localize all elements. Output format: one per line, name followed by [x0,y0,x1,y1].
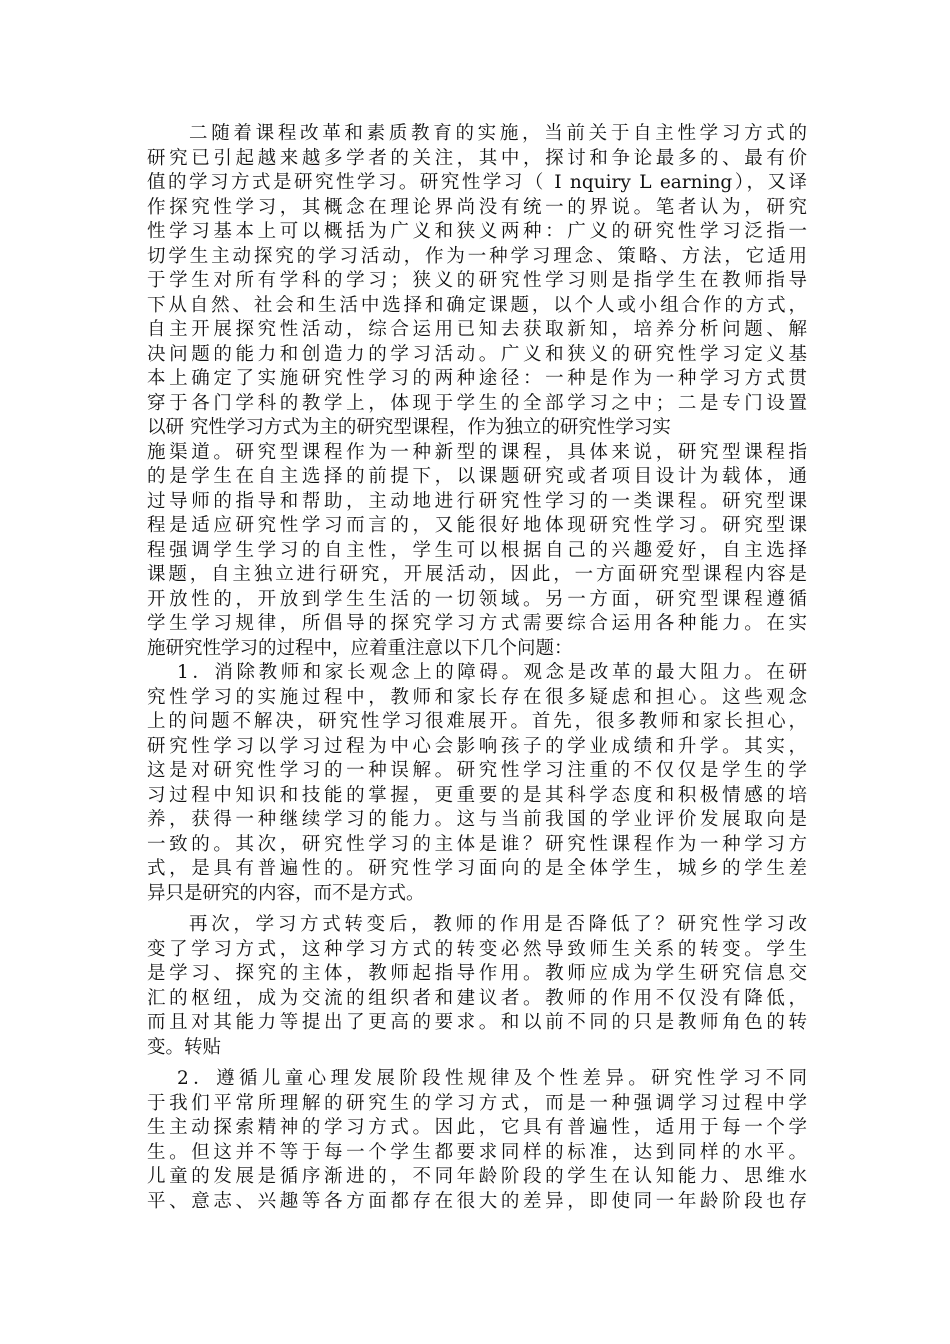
text-line: 学生学习规律，所倡导的探究学习方式需要综合运用各种能力。在实 [147,613,807,634]
paragraph-intro [147,122,807,661]
text-line: 性学习基本上可以概括为广义和狭义两种：广义的研究性学习泛指一 [147,221,807,242]
text-line: 是学习、探究的主体，教师起指导作用。教师应成为学生研究信息交 [147,963,807,984]
text-line: 变。转贴 [147,1036,222,1058]
text-line: 2．遵循儿童心理发展阶段性规律及个性差异。研究性学习不同 [177,1068,807,1089]
text-line: 程强调学生学习的自主性，学生可以根据自己的兴趣爱好，自主选择 [147,539,807,561]
text-line: 儿童的发展是循序渐进的，不同年龄阶段的学生在认知能力、思维水 [147,1166,807,1187]
text-line: 式，是具有普遍性的。研究性学习面向的是全体学生，城乡的学生差 [147,858,807,879]
text-line: 汇的枢纽，成为交流的组织者和建议者。教师的作用不仅没有降低， [147,987,807,1009]
text-line: 施研究性学习的过程中，应着重注意以下几个问题： [147,637,573,659]
text-line: 异只是研究的内容，而不是方式。 [147,882,425,904]
text-line: 作探究性学习，其概念在理论界尚没有统一的界说。笔者认为，研究 [147,196,807,218]
text-line: 一致的。其次，研究性学习的主体是谁？研究性课程作为一种学习方 [147,833,807,855]
text-line: 自主开展探究性活动，综合运用已知去获取新知，培养分析问题、解 [147,319,807,340]
text-line: 习过程中知识和技能的掌握，更重要的是其科学态度和积极情感的培 [147,784,807,806]
text-line: 1．消除教师和家长观念上的障碍。观念是改革的最大阻力。在研 [177,662,807,683]
text-line: 过导师的指导和帮助，主动地进行研究性学习的一类课程。研究型课 [147,490,807,512]
text-line: 值的学习方式是研究性学习。研究性学习（ I nquiry L earning），又译 [147,172,807,193]
text-line: 本上确定了实施研究性学习的两种途径：一种是作为一种学习方式贯 [147,368,807,389]
text-line: 研究性学习以学习过程为中心会影响孩子的学业成绩和升学。其实， [147,735,807,757]
text-line: 于我们平常所理解的研究生的学习方式，而是一种强调学习过程中学 [147,1092,807,1114]
text-line: 究性学习的实施过程中，教师和家长存在很多疑虑和担心。这些观念 [147,686,807,708]
text-line: 二随着课程改革和素质教育的实施，当前关于自主性学习方式的 [189,123,807,144]
document-page [147,122,807,1214]
text-line: 的是学生在自主选择的前提下，以课题研究或者项目设计为载体，通 [147,466,807,487]
paragraph-point-2 [147,1067,807,1214]
text-line: 这是对研究性学习的一种误解。研究性学习注重的不仅仅是学生的学 [147,760,807,781]
text-line: 程是适应研究性学习而言的，又能很好地体现研究性学习。研究型课 [147,515,807,536]
text-line: 研究已引起越来越多学者的关注，其中，探讨和争论最多的、最有价 [147,147,807,169]
text-line: 生。但这并不等于每一个学生都要求同样的标准，达到同样的水平。 [147,1141,807,1163]
paragraph-point-1 [147,661,807,906]
text-line: 穿于各门学科的教学上，体现于学生的全部学习之中；二是专门设置 [147,392,807,414]
text-line: 平、意志、兴趣等各方面都存在很大的差异，即使同一年龄阶段也存 [147,1190,807,1212]
paragraph-again [147,913,807,1060]
text-line: 上的问题不解决，研究性学习很难展开。首先，很多教师和家长担心， [147,711,807,732]
text-line: 生主动探索精神的学习方式。因此，它具有普遍性，适用于每一个学 [147,1117,807,1138]
text-line: 下从自然、社会和生活中选择和确定课题，以个人或小组合作的方式， [147,294,807,316]
text-line: 于学生对所有学科的学习；狭义的研究性学习则是指学生在教师指导 [147,270,807,291]
text-line: 施渠道。研究型课程作为一种新型的课程，具体来说，研究型课程指 [147,441,807,463]
text-line: 课题，自主独立进行研究，开展活动，因此，一方面研究型课程内容是 [147,564,807,585]
text-line: 养，获得一种继续学习的能力。这与当前我国的学业评价发展取向是 [147,809,807,830]
text-line: 以研 究性学习方式为主的研究型课程，作为独立的研究性学习实 [147,417,671,438]
text-line: 再次，学习方式转变后，教师的作用是否降低了？研究性学习改 [189,914,807,935]
text-line: 而且对其能力等提出了更高的要求。和以前不同的只是教师角色的转 [147,1012,807,1033]
text-line: 开放性的，开放到学生生活的一切领域。另一方面，研究型课程遵循 [147,588,807,610]
text-line: 决问题的能力和创造力的学习活动。广义和狭义的研究性学习定义基 [147,343,807,365]
text-line: 变了学习方式，这种学习方式的转变必然导致师生关系的转变。学生 [147,938,807,960]
text-line: 切学生主动探究的学习活动，作为一种学习理念、策略、方法，它适用 [147,245,807,267]
